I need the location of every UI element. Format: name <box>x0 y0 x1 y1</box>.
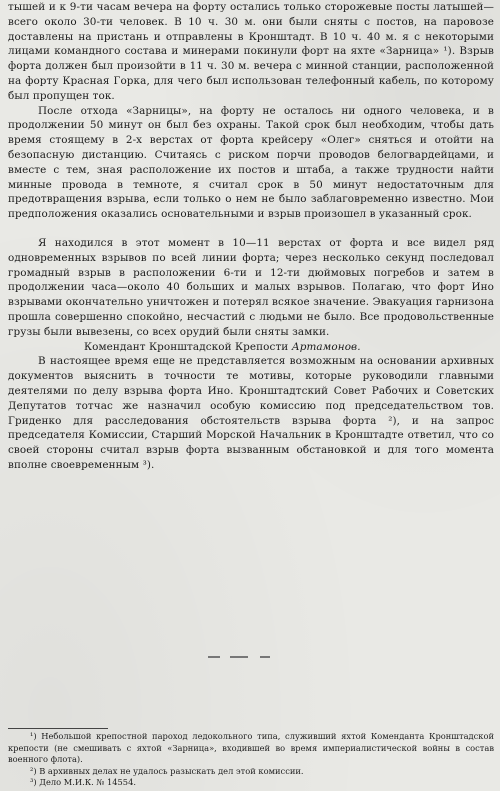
paragraph-1: тышей и к 9-ти часам вечера на форту остались только сторожевые посты латышей—всего около 30-ти человек. В 10 ч. 30 м. они были сняты с постов, на паровозе доставлены на пристань и отправлены в Кронштадт. В 10 ч. 40 м. я с некоторыми лицами командного состава и минерами покинули форт на яхте «Зарница» ¹). Взрыв форта должен был произойти в 11 ч. 30 м. вечера с минной станции, расположенной на форту Красная Горка, для чего был использован телефонный кабель, по которому был пропущен ток. <box>8 1 494 102</box>
signature <box>8 340 494 355</box>
paragraph-2: После отхода «Зарницы», на форту не осталось ни одного человека, и в продолжении 50 минут он был без охраны. Такой срок был необходим, чтобы дать время стоящему в 2-х верстах от форта крейсеру «Олег» сняться и отойти на безопасную дистанцию. Считаясь с риском порчи проводов белогвардейцами, и вместе с тем, зная расположение их постов и штаба, а также трудности найти минные провода в темноте, я считал срок в 50 минут недостаточным для предотвращения взрыва, если только о нем не было заблаговременно известно. Мои предположения оказались основательными и взрыв произошел в указанный срок. <box>8 104 494 221</box>
dash <box>208 656 220 658</box>
paragraph-3: Я находился в этот момент в 10—11 верстах от форта и все видел ряд одновременных взрывов по всей линии форта; через несколько секунд последовал громадный взрыв в расположении 6-ти и 12-ти дюймовых погребов и затем в продолжении часа—около 40 больших и малых взрывов. Полагаю, что форт Ино взрывами окончательно уничтожен и потерял всякое значение. Эвакуация гарнизона прошла совершенно спокойно, несчастий с людьми не было. Все продовольственные грузы были вывезены, со всех орудий были сняты замки. <box>8 236 494 338</box>
signature-name: Артамонов. <box>291 340 361 353</box>
footnote-3: ³) Дело М.И.К. № 14554. <box>30 777 136 788</box>
footnote-1: ¹) Небольшой крепостной пароход ледокольного типа, служивший яхтой Коменданта Кронштадской крепости (не смешивать с яхтой «Зарница», входившей во время империалистической войны в состав военного флота). <box>8 731 494 765</box>
dash <box>260 656 270 658</box>
footnotes <box>8 731 494 789</box>
footnote-rule <box>8 728 108 729</box>
signature-label: Комендант Кронштадской Крепости <box>84 340 289 353</box>
main-text <box>8 0 494 473</box>
dash <box>230 656 248 658</box>
paragraph-4: В настоящее время еще не представляется возможным на основании архивных документов выяснить в точности те мотивы, которые руководили главными деятелями по делу взрыва форта Ино. Кронштадтский Совет Рабочих и Советских Депутатов тотчас же назначил особую комиссию под председательством тов. Гриденко для расследования обстоятельств взрыва форта ²), и на запрос председателя Комиссии, Старший Морской Начальник в Кронштадте ответил, что со своей стороны считал взрыв форта вызванным обстановкой и для того момента вполне своевременным ³). <box>8 355 494 471</box>
footnote-2: ²) В архивных делах не удалось разыскать дел этой комиссии. <box>30 765 304 776</box>
separator-dashes <box>208 656 278 660</box>
